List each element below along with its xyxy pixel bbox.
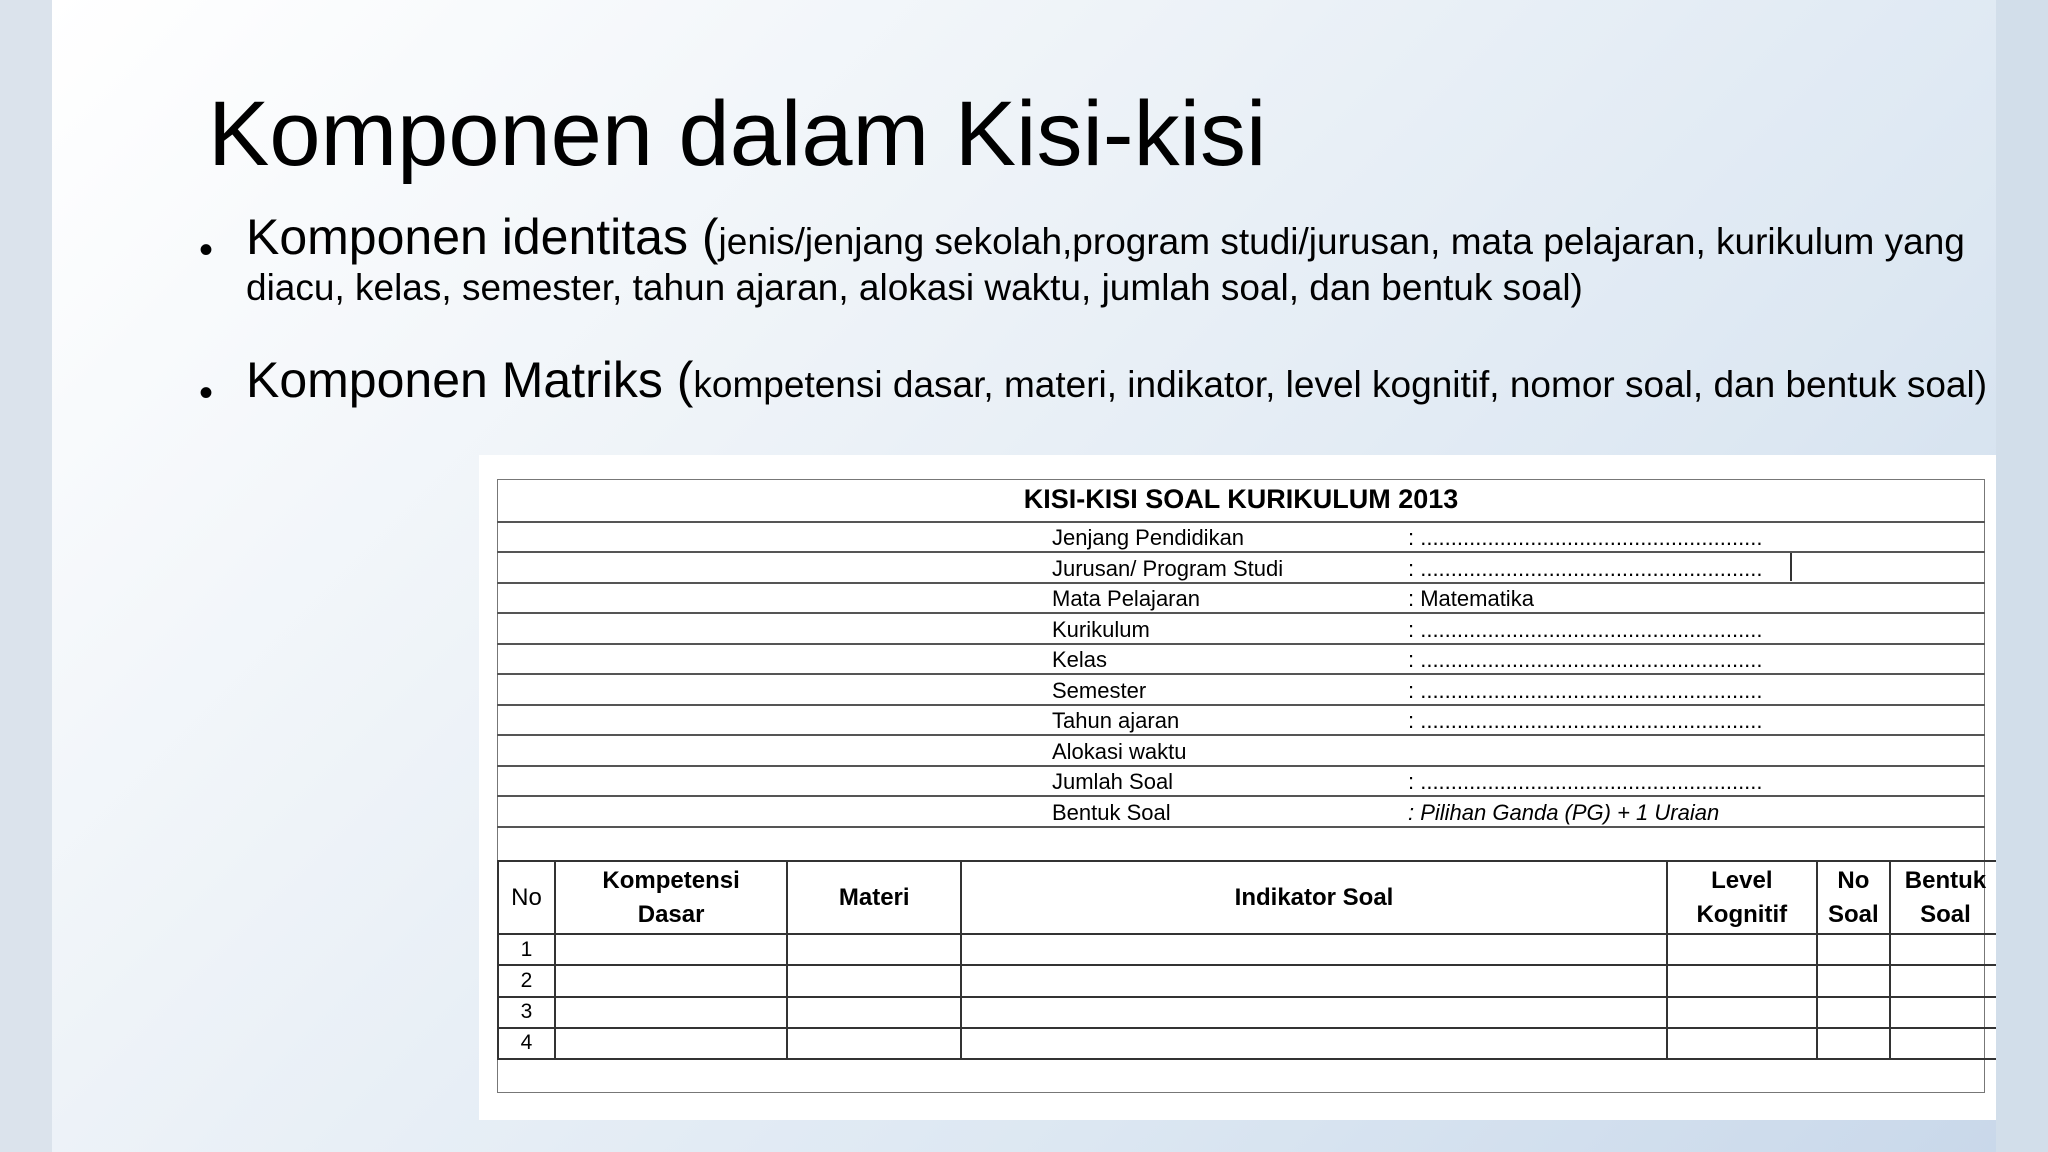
bullet-heading: Komponen identitas ( — [246, 209, 719, 265]
slide-title: Komponen dalam Kisi-kisi — [208, 83, 1267, 185]
cell — [961, 934, 1666, 965]
cell — [787, 1028, 961, 1059]
matrix-header-row — [498, 861, 1996, 934]
row-divider — [497, 612, 1985, 614]
identity-label-tahun: Tahun ajaran — [1052, 708, 1180, 733]
bullet-text — [246, 209, 1996, 311]
cell — [1817, 965, 1890, 996]
row-divider — [497, 643, 1985, 645]
cell — [787, 997, 961, 1028]
row-divider — [497, 521, 1985, 523]
identity-label-kelas: Kelas — [1052, 647, 1108, 672]
cell — [1890, 997, 1996, 1028]
identity-value-jenjang: : ........................................................ — [1408, 525, 1763, 550]
header-line: No — [1837, 866, 1870, 894]
cell — [1667, 965, 1817, 996]
row-divider — [497, 551, 1985, 553]
header-line: Dasar — [637, 900, 705, 928]
bullet-heading: Komponen Matriks ( — [246, 352, 694, 408]
cell — [787, 965, 961, 996]
cell — [1890, 1028, 1996, 1059]
identity-value-bentuk: : Pilihan Ganda (PG) + 1 Uraian — [1408, 800, 1720, 825]
cell — [787, 934, 961, 965]
text-cursor — [1790, 553, 1792, 581]
header-line: Bentuk — [1904, 866, 1987, 894]
row-divider — [497, 582, 1985, 584]
row-number: 1 — [498, 934, 555, 965]
identity-value-kurikulum: : ........................................................ — [1408, 617, 1763, 642]
identity-label-kurikulum: Kurikulum — [1052, 617, 1150, 642]
identity-label-bentuk: Bentuk Soal — [1052, 800, 1171, 825]
identity-label-jumlah: Jumlah Soal — [1052, 769, 1174, 794]
cell — [1667, 934, 1817, 965]
cell — [1667, 1028, 1817, 1059]
identity-label-jurusan: Jurusan/ Program Studi — [1052, 556, 1284, 581]
cell — [1890, 934, 1996, 965]
identity-value-jumlah: : ........................................................ — [1408, 769, 1763, 794]
kisi-kisi-document-image — [479, 455, 1996, 1120]
identity-value-jurusan: : ........................................................ — [1408, 556, 1763, 581]
cell — [555, 965, 787, 996]
bullet-dot: • — [199, 371, 214, 415]
col-level-kognitif — [1667, 861, 1817, 934]
identity-label-semester: Semester — [1052, 678, 1147, 703]
row-divider — [497, 765, 1985, 767]
row-divider — [497, 734, 1985, 736]
col-bentuk-soal — [1890, 861, 1996, 934]
col-kompetensi-dasar — [555, 861, 787, 934]
row-divider — [497, 795, 1985, 797]
cell — [1817, 934, 1890, 965]
row-number: 2 — [498, 965, 555, 996]
header-line: Kognitif — [1696, 900, 1788, 928]
col-materi: Materi — [787, 861, 961, 934]
row-divider — [497, 826, 1985, 828]
table-row — [498, 934, 1996, 965]
row-divider — [497, 673, 1985, 675]
identity-label-mapel: Mata Pelajaran — [1052, 586, 1200, 611]
table-row — [498, 1028, 1996, 1059]
row-number: 3 — [498, 997, 555, 1028]
header-line: Soal — [1920, 900, 1971, 928]
cell — [555, 1028, 787, 1059]
bullet-detail: jenis/jenjang sekolah,program studi/jurusan, mata pelajaran, kurikulum yang diacu, kelas, semester, tahun ajaran, alokasi waktu, jumlah soal, dan bentuk soal) — [246, 221, 1965, 308]
identity-value-semester: : ........................................................ — [1408, 678, 1763, 703]
header-line: Level — [1711, 866, 1773, 894]
slide — [52, 0, 1996, 1152]
right-edge-strip — [1996, 0, 2048, 1152]
bullet-detail: kompetensi dasar, materi, indikator, level kognitif, nomor soal, dan bentuk soal) — [693, 364, 1988, 405]
col-no: No — [498, 861, 555, 934]
identity-label-jenjang: Jenjang Pendidikan — [1052, 525, 1245, 550]
table-row — [498, 965, 1996, 996]
cell — [961, 965, 1666, 996]
cell — [555, 997, 787, 1028]
matrix-table — [497, 860, 1996, 1060]
identity-value-mapel: : Matematika — [1408, 586, 1534, 611]
identity-label-alokasi: Alokasi waktu — [1052, 739, 1187, 764]
bullet-text — [246, 352, 1996, 408]
left-edge-strip — [0, 0, 52, 1152]
col-no-soal — [1817, 861, 1890, 934]
header-line: Kompetensi — [602, 866, 740, 894]
cell — [555, 934, 787, 965]
table-row — [498, 997, 1996, 1028]
cell — [961, 1028, 1666, 1059]
row-divider — [497, 704, 1985, 706]
header-line: Soal — [1828, 900, 1879, 928]
row-number: 4 — [498, 1028, 555, 1059]
col-indikator-soal: Indikator Soal — [961, 861, 1666, 934]
cell — [961, 997, 1666, 1028]
bullet-dot: • — [199, 228, 214, 272]
cell — [1890, 965, 1996, 996]
identity-value-tahun: : ........................................................ — [1408, 708, 1763, 733]
cell — [1667, 997, 1817, 1028]
identity-value-kelas: : ........................................................ — [1408, 647, 1763, 672]
cell — [1817, 1028, 1890, 1059]
cell — [1817, 997, 1890, 1028]
document-heading: KISI-KISI SOAL KURIKULUM 2013 — [1023, 484, 1459, 514]
